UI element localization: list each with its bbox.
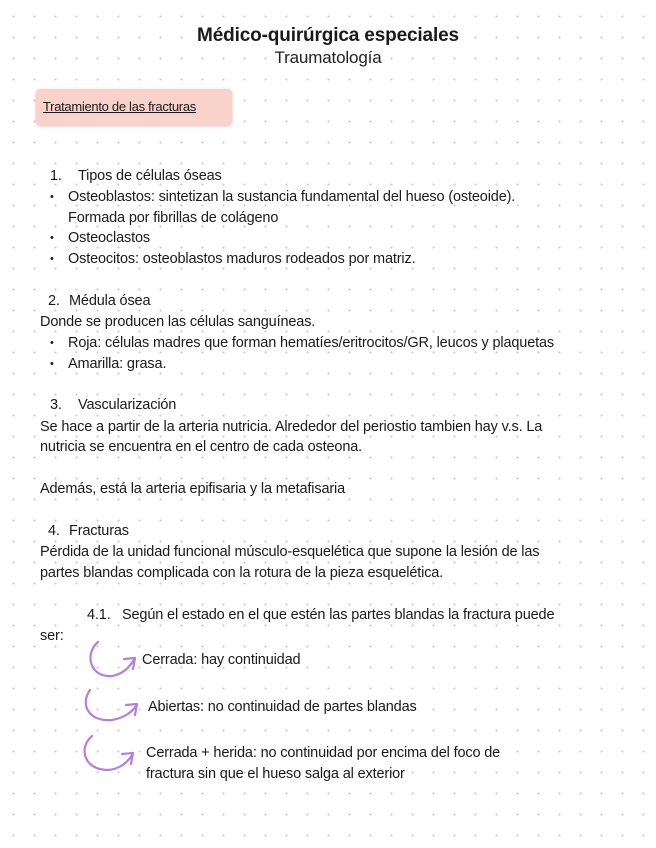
bullet-icon: • bbox=[50, 358, 54, 370]
s1-heading-number: 1. bbox=[50, 168, 62, 184]
s2-heading: Médula ósea bbox=[69, 293, 151, 309]
s2-bullet2: Amarilla: grasa. bbox=[68, 356, 167, 372]
s4-sub-line2: ser: bbox=[40, 628, 64, 644]
curved-arrow-icon bbox=[82, 638, 144, 686]
s4-sub-number: 4.1. bbox=[87, 607, 111, 623]
curved-arrow-icon bbox=[80, 686, 146, 732]
s3-heading-number: 3. bbox=[50, 397, 62, 413]
s3-line1: Se hace a partir de la arteria nutricia. Alrededor del periostio tambien hay v.s. La bbox=[40, 419, 543, 435]
fracture-type-open: Abiertas: no continuidad de partes blandas bbox=[148, 699, 417, 715]
s4-line2: partes blandas complicada con la rotura de la pieza esquelética. bbox=[40, 565, 444, 581]
s4-heading-number: 4. bbox=[48, 523, 60, 539]
s3-line2: nutricia se encuentra en el centro de cada osteona. bbox=[40, 439, 363, 455]
s1-bullet3: Osteocitos: osteoblastos maduros rodeados por matriz. bbox=[68, 251, 416, 267]
fracture-type-closed-wound-line2: fractura sin que el hueso salga al exterior bbox=[146, 766, 405, 782]
fracture-type-closed-wound-line1: Cerrada + herida: no continuidad por encima del foco de bbox=[146, 745, 501, 761]
bullet-icon: • bbox=[50, 191, 54, 203]
s2-intro: Donde se producen las células sanguíneas. bbox=[40, 314, 316, 330]
s3-heading: Vascularización bbox=[78, 397, 177, 413]
curved-arrow-icon bbox=[78, 732, 144, 778]
page-subtitle: Traumatología bbox=[274, 48, 382, 67]
s4-line1: Pérdida de la unidad funcional músculo-esquelética que supone la lesión de las bbox=[40, 544, 540, 560]
section-tag bbox=[36, 89, 232, 125]
section-tag-label: Tratamiento de las fracturas bbox=[43, 99, 196, 114]
bullet-icon: • bbox=[50, 232, 54, 244]
s2-bullet1: Roja: células madres que forman hematíes/eritrocitos/GR, leucos y plaquetas bbox=[68, 335, 555, 351]
s1-bullet2: Osteoclastos bbox=[68, 230, 151, 246]
s1-heading: Tipos de células óseas bbox=[78, 168, 222, 184]
s4-heading: Fracturas bbox=[69, 523, 129, 539]
s4-sub-line1: Según el estado en el que estén las partes blandas la fractura puede bbox=[122, 607, 555, 623]
s1-bullet1-line2: Formada por fibrillas de colágeno bbox=[68, 210, 279, 226]
fracture-type-closed: Cerrada: hay continuidad bbox=[142, 652, 301, 668]
page-title: Médico-quirúrgica especiales bbox=[197, 25, 459, 46]
bullet-icon: • bbox=[50, 253, 54, 265]
s3-line3: Además, está la arteria epifisaria y la metafisaria bbox=[40, 481, 346, 497]
bullet-icon: • bbox=[50, 337, 54, 349]
s1-bullet1-line1: Osteoblastos: sintetizan la sustancia fundamental del hueso (osteoide). bbox=[68, 189, 516, 205]
s2-heading-number: 2. bbox=[48, 293, 60, 309]
